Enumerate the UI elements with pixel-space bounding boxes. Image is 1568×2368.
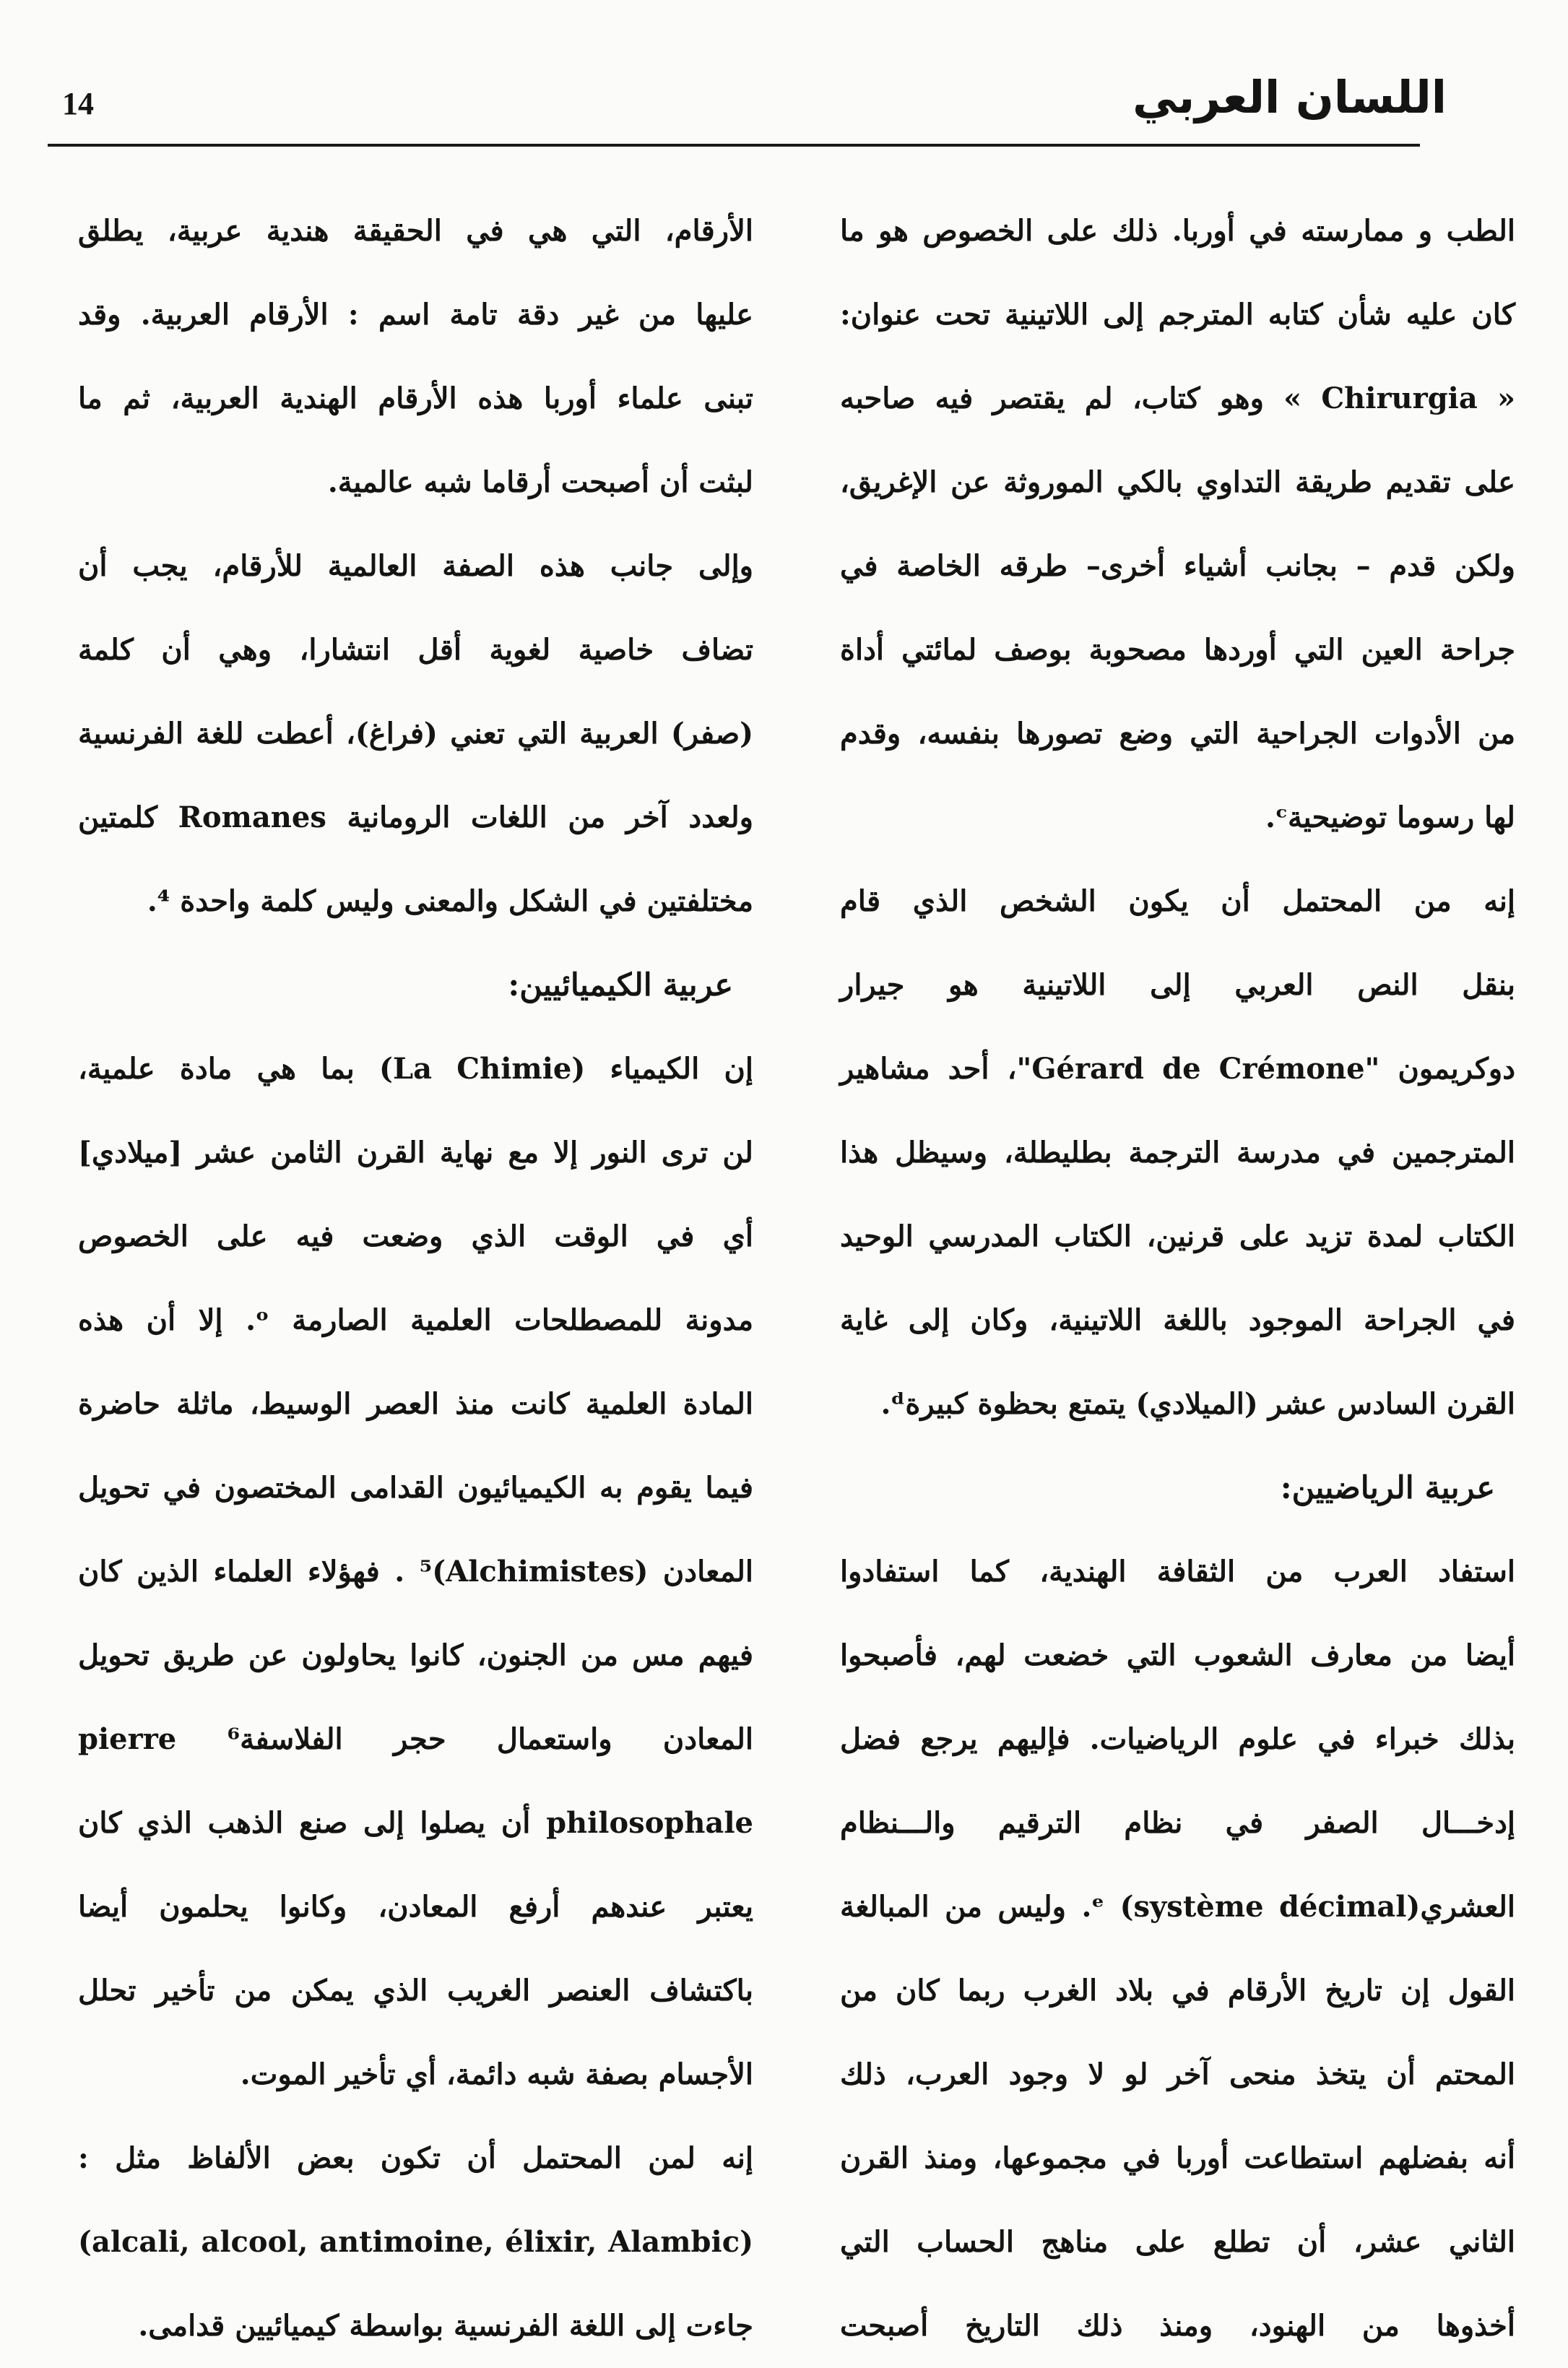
text-line: الثاني عشر، أن تطلع على مناهج الحساب التي [840,2225,1515,2259]
text-line: المعادن واستعمال حجر الفلاسفة⁶ pierre [78,1722,753,1756]
section-heading-mathematicians: عربية الرياضيين: [1280,1470,1495,1506]
text-line: (alcali, alcool, antimoine, élixir, Alambic) [78,2225,753,2259]
text-line: المحتم أن يتخذ منحى آخر لو لا وجود العرب، ذلك [840,2057,1515,2091]
text-line: وإلى جانب هذه الصفة العالمية للأرقام، يجب أن [78,549,753,583]
text-line: تضاف خاصية لغوية أقل انتشارا، وهي أن كلمة [78,633,753,667]
text-line: لن ترى النور إلا مع نهاية القرن الثامن عشر [ميلادي] [78,1136,753,1170]
text-line: أي في الوقت الذي وضعت فيه على الخصوص [78,1219,753,1253]
text-line: لبثت أن أصبحت أرقاما شبه عالمية. [327,465,753,499]
text-line: ولكن قدم – بجانب أشياء أخرى– طرقه الخاصة في [840,549,1515,583]
text-line: الأرقام، التي هي في الحقيقة هندية عربية، يطلق [78,214,753,248]
text-line: كان عليه شأن كتابه المترجم إلى اللاتينية تحت عنوان: [840,298,1515,332]
text-line: فيهم مس من الجنون، كانوا يحاولون عن طريق تحويل [78,1638,753,1672]
text-line: على تقديم طريقة التداوي بالكي الموروثة عن الإغريق، [840,465,1515,499]
right-column [840,189,1515,2368]
page-number: 14 [62,86,94,121]
text-line: تبنى علماء أوربا هذه الأرقام الهندية العربية، ثم ما [78,381,753,415]
text-line: العشريᵉ (système décimal). وليس من المبالغة [840,1890,1515,1924]
text-line: يعتبر عندهم أرفع المعادن، وكانوا يحلمون أيضا [78,1890,753,1924]
text-line: الكتاب لمدة تزيد على قرنين، الكتاب المدرسي الوحيد [840,1219,1515,1253]
text-line: المعادن (Alchimistes)⁵ . فهؤلاء العلماء الذين كان [78,1555,753,1589]
text-line: philosophale أن يصلوا إلى صنع الذهب الذي كان [78,1806,753,1840]
text-line: إنه لمن المحتمل أن تكون بعض الألفاظ مثل : [78,2141,753,2175]
text-line: أيضا من معارف الشعوب التي خضعت لهم، فأصبحوا [840,1638,1515,1672]
text-line: فيما يقوم به الكيميائيون القدامى المختصون في تحويل [78,1471,753,1505]
text-line: عليها من غير دقة تامة اسم : الأرقام العربية. وقد [78,298,753,332]
text-line: القول إن تاريخ الأرقام في بلاد الغرب ربما كان من [840,1974,1516,2008]
text-line: مختلفتين في الشكل والمعنى وليس كلمة واحدة ⁴. [147,884,753,918]
text-line: بذلك خبراء في علوم الرياضيات. فإليهم يرجع فضل [840,1722,1515,1756]
text-line: باكتشاف العنصر الغريب الذي يمكن من تأخير تحلل [78,1974,753,2008]
text-line: أنه بفضلهم استطاعت أوربا في مجموعها، ومنذ القرن [840,2141,1515,2175]
text-line: جراحة العين التي أوردها مصحوبة بوصف لمائتي أداة [840,633,1515,667]
text-line: الطب و ممارسته في أوربا. ذلك على الخصوص هو ما [840,214,1515,248]
text-line: جاءت إلى اللغة الفرنسية بواسطة كيميائيين قدامى. [138,2309,753,2343]
text-line: لها رسوما توضيحيةᶜ. [1265,800,1515,834]
text-line: في الجراحة الموجود باللغة اللاتينية، وكان إلى غاية [840,1303,1515,1337]
text-line: مدونة للمصطلحات العلمية الصارمة ᵒ. إلا أن هذه [78,1303,753,1337]
text-line: الأجسام بصفة شبه دائمة، أي تأخير الموت. [240,2057,753,2091]
text-line: « Chirurgia » وهو كتاب، لم يقتصر فيه صاحبه [840,381,1515,415]
text-line: المادة العلمية كانت منذ العصر الوسيط، ماثلة حاضرة [78,1387,753,1421]
section-heading-chemists: عربية الكيميائيين: [508,967,733,1003]
text-line: دوكريمون "Gérard de Crémone"، أحد مشاهير [840,1052,1516,1086]
text-line: بنقل النص العربي إلى اللاتينية هو جيرار [840,968,1515,1002]
left-column [78,189,753,2368]
text-line: (صفر) العربية التي تعني (فراغ)، أعطت للغة الفرنسية [78,717,753,751]
text-line: المترجمين في مدرسة الترجمة بطليطلة، وسيظل هذا [840,1136,1515,1170]
text-line: إدخـــال الصفر في نظام الترقيم والـــنظام [840,1806,1515,1840]
text-line: إنه من المحتمل أن يكون الشخص الذي قام [840,884,1515,918]
journal-title: اللسان العربي [1132,71,1447,124]
text-line: أخذوها من الهنود، ومنذ ذلك التاريخ أصبحت [840,2309,1515,2343]
text-line: من الأدوات الجراحية التي وضع تصورها بنفسه، وقدم [840,717,1516,751]
header-rule [48,144,1420,147]
text-line: إن الكيمياء (La Chimie) بما هي مادة علمية، [78,1052,753,1086]
text-line: ولعدد آخر من اللغات الرومانية Romanes كلمتين [78,800,753,834]
text-line: استفاد العرب من الثقافة الهندية، كما استفادوا [840,1555,1515,1589]
text-line: القرن السادس عشر (الميلادي) يتمتع بحظوة كبيرةᵈ. [880,1387,1515,1421]
